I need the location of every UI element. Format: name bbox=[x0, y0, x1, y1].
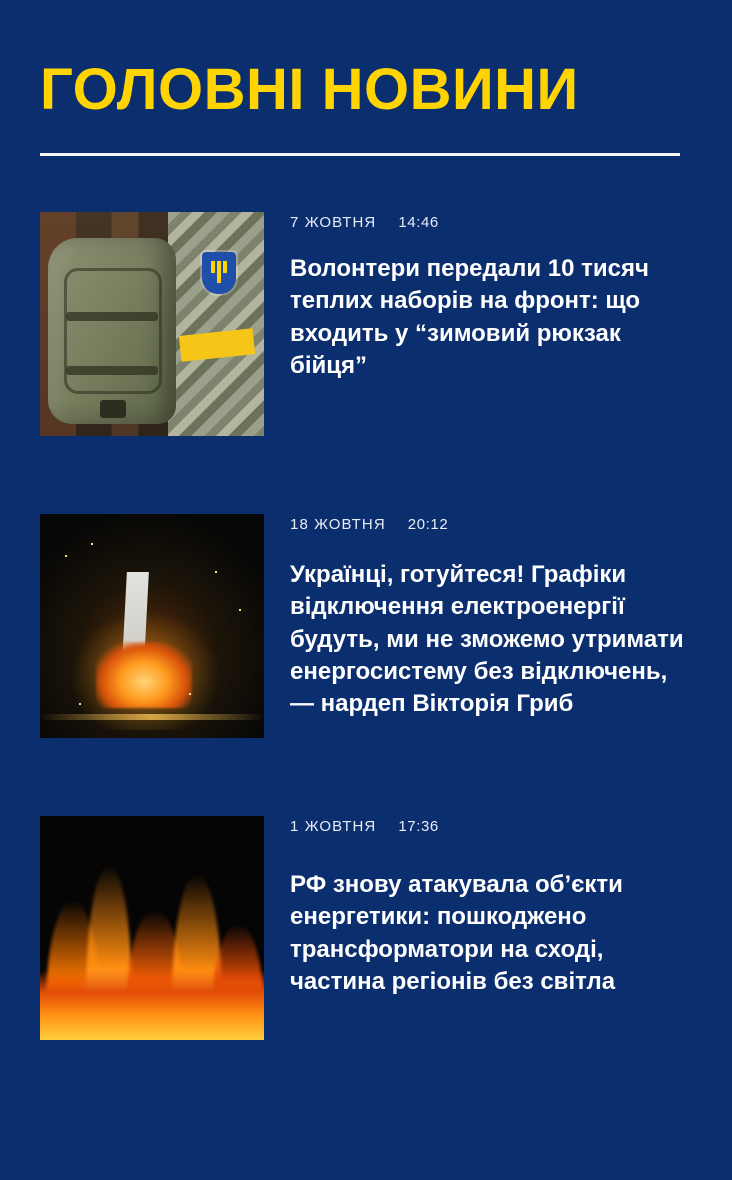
page-title: ГОЛОВНІ НОВИНИ bbox=[40, 57, 579, 122]
news-thumbnail-night-fire[interactable] bbox=[40, 514, 264, 738]
news-date: 7 ЖОВТНЯ bbox=[290, 213, 377, 231]
news-body bbox=[290, 816, 692, 999]
news-item[interactable] bbox=[0, 514, 732, 738]
flame-base bbox=[40, 970, 264, 1040]
news-item[interactable] bbox=[0, 816, 732, 1040]
header-divider bbox=[40, 153, 680, 156]
news-time: 20:12 bbox=[407, 515, 449, 533]
news-time: 17:36 bbox=[398, 817, 439, 835]
news-list bbox=[0, 212, 732, 1040]
soldier-camouflage bbox=[168, 212, 264, 436]
news-date: 18 ЖОВТНЯ bbox=[290, 515, 386, 533]
backpack-shape bbox=[48, 238, 176, 424]
road-line bbox=[40, 714, 264, 720]
news-meta bbox=[290, 516, 692, 533]
news-body bbox=[290, 514, 692, 721]
footer-spacer bbox=[0, 1040, 732, 1120]
backpack-buckle bbox=[100, 400, 126, 418]
page-header bbox=[0, 0, 732, 156]
news-headline[interactable]: Волонтери передали 10 тисяч теплих наборів на фронт: що входить у “зимовий рюкзак бійця” bbox=[290, 254, 649, 380]
news-thumbnail-backpack[interactable] bbox=[40, 212, 264, 436]
news-meta bbox=[290, 214, 692, 231]
news-meta bbox=[290, 818, 692, 835]
ukraine-trident-patch-icon bbox=[202, 252, 236, 294]
news-thumbnail-flames[interactable] bbox=[40, 816, 264, 1040]
news-item[interactable] bbox=[0, 212, 732, 436]
news-date: 1 ЖОВТНЯ bbox=[290, 817, 377, 835]
news-time: 14:46 bbox=[398, 213, 439, 231]
news-headline[interactable]: Українці, готуйтеся! Графіки відключення електроенергії будуть, ми не зможемо утримати енергосистему без відключень, — нардеп Вікторія Гриб bbox=[290, 560, 684, 718]
backpack-strap bbox=[66, 366, 158, 375]
backpack-strap bbox=[66, 312, 158, 321]
news-body bbox=[290, 212, 692, 383]
news-headline[interactable]: РФ знову атакувала об’єкти енергетики: пошкоджено трансформатори на сході, частина регіонів без світла bbox=[290, 870, 623, 996]
city-lights bbox=[40, 514, 264, 738]
